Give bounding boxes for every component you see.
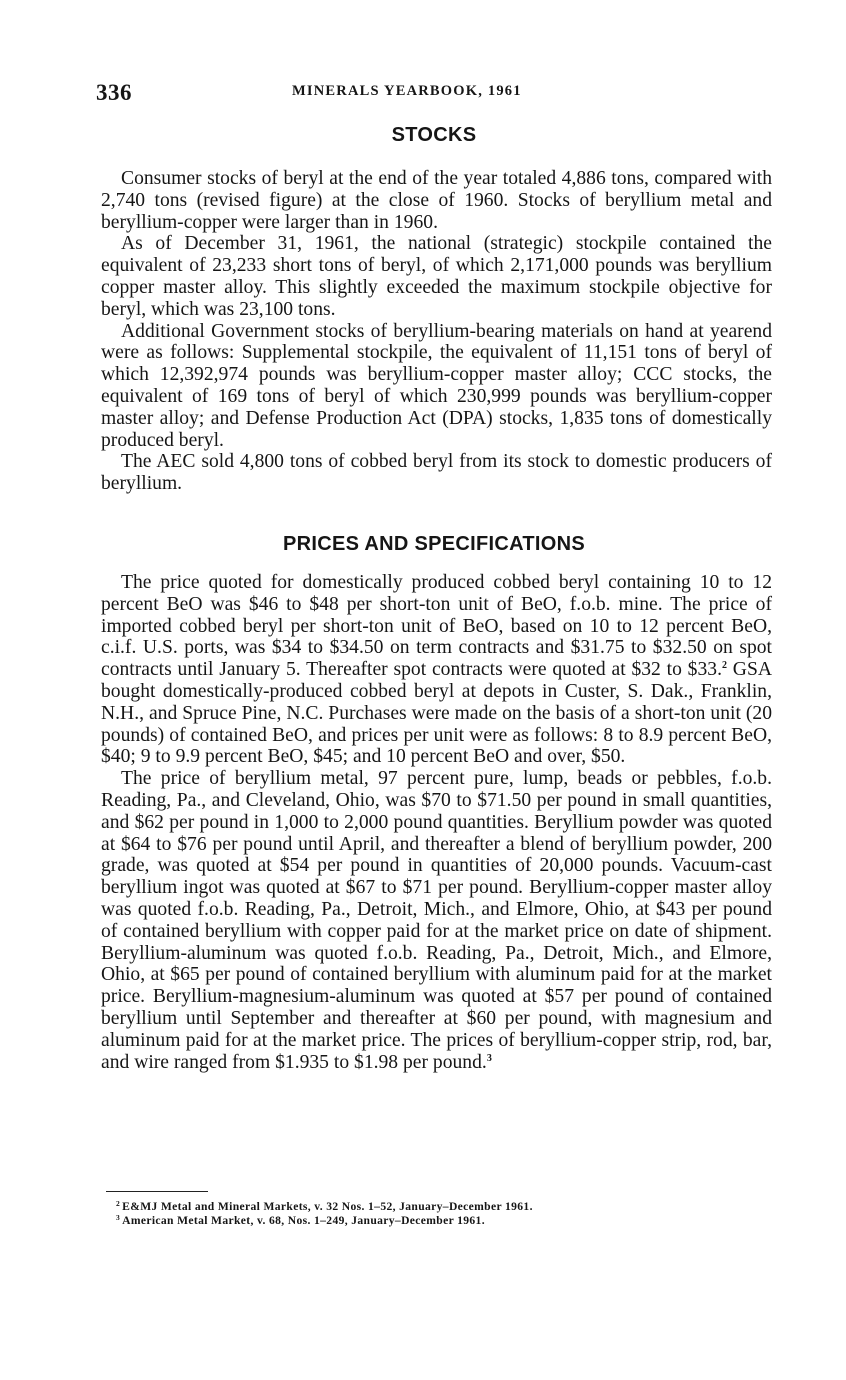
running-header: [96, 80, 772, 108]
footnote-divider: [106, 1191, 208, 1192]
stocks-section: [101, 168, 772, 495]
prices-section: [101, 572, 772, 1073]
stocks-paragraph-3: Additional Government stocks of beryllium-bearing materials on hand at yearend were as follows: Supplemental stockpile, the equivalent of 11,151 tons of beryl of which 12,392,974 pounds was beryllium-copper master alloy; CCC stocks, the equivalent of 169 tons of beryl of which 230,999 pounds was beryllium-copper master alloy; and Defense Production Act (DPA) stocks, 1,835 tons of domestically produced beryl.: [101, 320, 772, 451]
footnote-reference-2: 2: [721, 660, 727, 672]
footnote-2: [116, 1200, 756, 1214]
footnote-mark: 3: [116, 1213, 121, 1222]
footnote-text: E&MJ Metal and Mineral Markets, v. 32 Nos. 1–52, January–December 1961.: [122, 1200, 533, 1213]
prices-paragraph-1-tail: GSA bought domestically-produced cobbed beryl at depots in Custer, S. Dak., Franklin, N.H., and Spruce Pine, N.C. Purchases were made on the basis of a short-ton unit (20 pounds) of contained BeO, and prices per unit were as follows: 8 to 8.9 percent BeO, $40; 9 to 9.9 percent BeO, $45; and 10 percent BeO and over, $50.: [101, 659, 772, 768]
prices-paragraph-2-text: The price of beryllium metal, 97 percent pure, lump, beads or pebbles, f.o.b. Reading, Pa., and Cleveland, Ohio, was $70 to $71.50 per pound in small quantities, and $62 per pound in 1,000 to 2,000 pound quantities. Beryllium powder was quoted at $64 to $76 per pound until April, and thereafter a blend of beryllium powder, 200 grade, was quoted at $54 per pound in quantities of 20,000 pounds. Vacuum-cast beryllium ingot was quoted at $67 to $71 per pound. Beryllium-copper master alloy was quoted f.o.b. Reading, Pa., Detroit, Mich., and Elmore, Ohio, at $43 per pound of contained beryllium with copper paid for at the market price on date of shipment. Beryllium-aluminum was quoted f.o.b. Reading, Pa., Detroit, Mich., and Elmore, Ohio, at $65 per pound of contained beryllium with aluminum paid for at the market price. Beryllium-magnesium-aluminum was quoted at $57 per pound of contained beryllium until September and thereafter at $60 per pound, with magnesium and aluminum paid for at the market price. The prices of beryllium-copper strip, rod, bar, and wire ranged from $1.935 to $1.98 per pound.: [101, 768, 772, 1073]
prices-paragraph-1-text: The price quoted for domestically produced cobbed beryl containing 10 to 12 percent BeO was $46 to $48 per short-ton unit of BeO, f.o.b. mine. The price of imported cobbed beryl per short-ton unit of BeO, based on 10 to 12 percent BeO, c.i.f. U.S. ports, was $34 to $34.50 on term contracts and $31.75 to $32.50 on spot contracts until January 5. Thereafter spot contracts were quoted at $32 to $33.: [101, 572, 772, 681]
footnote-text: American Metal Market, v. 68, Nos. 1–249, January–December 1961.: [122, 1214, 485, 1227]
footnotes: [116, 1200, 756, 1228]
stocks-paragraph-4: The AEC sold 4,800 tons of cobbed beryl from its stock to domestic producers of beryllium.: [101, 451, 772, 495]
running-title: MINERALS YEARBOOK, 1961: [292, 83, 522, 99]
footnote-3: [116, 1214, 756, 1228]
footnote-mark: 2: [116, 1199, 121, 1208]
stocks-paragraph-2: As of December 31, 1961, the national (strategic) stockpile contained the equivalent of 23,233 short tons of beryl, of which 2,171,000 pounds was beryllium copper master alloy. This slightly exceeded the maximum stockpile objective for beryl, which was 23,100 tons.: [101, 233, 772, 320]
page-number: 336: [96, 80, 132, 105]
prices-heading: PRICES AND SPECIFICATIONS: [283, 533, 585, 555]
prices-paragraph-2: [101, 768, 772, 1073]
footnote-reference-3: 3: [486, 1052, 492, 1064]
stocks-paragraph-1: Consumer stocks of beryl at the end of the year totaled 4,886 tons, compared with 2,740 tons (revised figure) at the close of 1960. Stocks of beryllium metal and beryllium-copper were larger than in 1960.: [101, 168, 772, 233]
prices-paragraph-1: [101, 572, 772, 768]
stocks-heading: STOCKS: [391, 124, 477, 146]
